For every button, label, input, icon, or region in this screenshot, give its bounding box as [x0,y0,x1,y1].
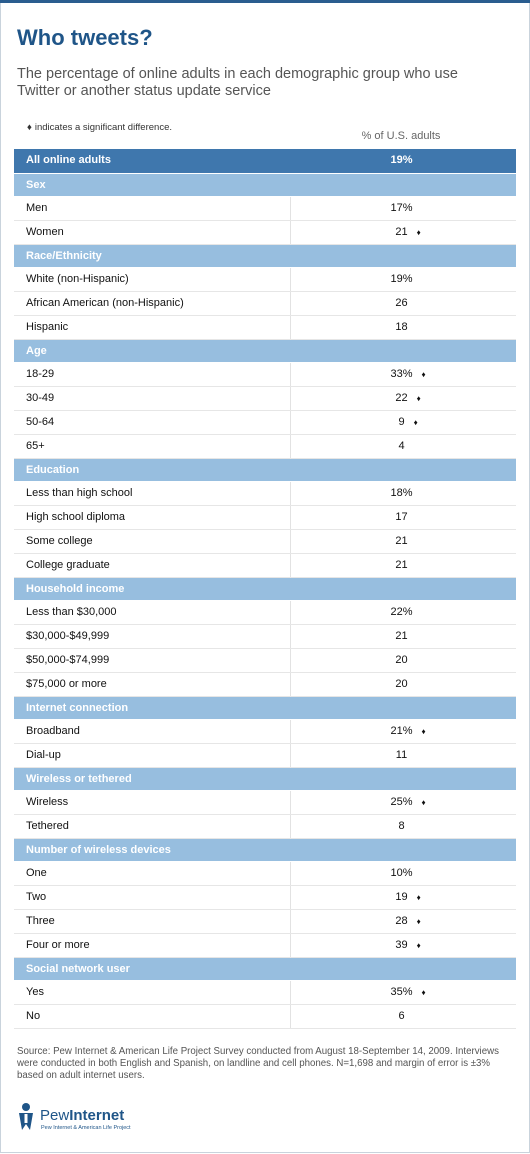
section-title: Number of wireless devices [26,844,171,856]
significance-diamond-icon: ♦ [416,941,421,950]
diamond-icon: ♦ [27,122,32,133]
row-value-cell [291,559,512,571]
table-row [14,791,516,815]
row-value: 4 [398,440,405,452]
table-row [14,601,516,625]
section-title: Education [26,464,80,476]
table-row [14,554,516,578]
table-row [14,862,516,886]
row-label: $50,000-$74,999 [26,654,110,666]
row-value: 18 [395,321,408,333]
row-value: 6 [398,1010,405,1022]
demographics-table [14,149,516,1029]
row-value-cell [291,535,512,547]
row-value: 21 [395,535,408,547]
page-subtitle: The percentage of online adults in each demographic group who use Twitter or another status update service [17,66,458,99]
row-value: 25% ♦ [390,796,426,808]
row-value: 21 [395,630,408,642]
row-value: 21 ♦ [395,226,421,238]
logo-wordmark: PewInternet [40,1107,125,1124]
row-value-cell [291,416,512,428]
table-row [14,506,516,530]
row-label: High school diploma [26,511,126,523]
row-label: 18-29 [26,368,55,380]
significance-diamond-icon: ♦ [416,893,421,902]
pew-logo-icon [16,1102,36,1132]
row-value-cell [291,986,512,998]
table-row [14,363,516,387]
total-row-label: All online adults [26,154,111,166]
row-value-cell [291,297,512,309]
row-label: Women [26,226,64,238]
row-value: 28 ♦ [395,915,421,927]
table-row [14,720,516,744]
significance-diamond-icon: ♦ [416,917,421,926]
row-value: 17% [390,202,413,214]
row-value: 33% ♦ [390,368,426,380]
section-title: Age [26,345,47,357]
row-value-cell [291,606,512,618]
section-header [14,578,516,600]
row-value: 20 [395,678,408,690]
significance-note-text: indicates a significant difference. [34,122,172,133]
row-label: Hispanic [26,321,69,333]
row-label: 65+ [26,440,45,452]
table-row [14,197,516,221]
significance-diamond-icon: ♦ [421,988,426,997]
table-row [14,934,516,958]
row-label: Less than $30,000 [26,606,117,618]
row-value: 22% [390,606,413,618]
row-value: 11 [395,749,408,761]
section-header [14,245,516,267]
table-row [14,435,516,459]
table-row [14,744,516,768]
row-value: 21 [395,559,408,571]
row-value-cell [291,654,512,666]
total-row [14,149,516,173]
significance-diamond-icon: ♦ [416,394,421,403]
table-row [14,387,516,411]
row-value: 39 ♦ [395,939,421,951]
row-value: 17 [395,511,408,523]
row-label: Tethered [26,820,69,832]
row-value-cell [291,511,512,523]
row-value-cell [291,368,512,380]
row-label: Wireless [26,796,69,808]
table-row [14,886,516,910]
source-note: Source: Pew Internet & American Life Project Survey conducted from August 18-September 14, 2009. Interviews were conducted in both English and Spanish, on landline and cell phones. N=1,698 and margin of error is ±3% based on adult internet users. [17,1046,499,1081]
row-value: 19% [390,273,413,285]
row-value-cell [291,867,512,879]
row-value-cell [291,820,512,832]
section-title: Wireless or tethered [26,773,132,785]
table-row [14,411,516,435]
table-row [14,981,516,1005]
row-value-cell [291,678,512,690]
row-value-cell [291,392,512,404]
row-value-cell [291,321,512,333]
row-label: Dial-up [26,749,61,761]
table-row [14,268,516,292]
row-label: Less than high school [26,487,133,499]
section-title: Sex [26,179,46,191]
section-header [14,768,516,790]
row-label: Men [26,202,48,214]
row-label: White (non-Hispanic) [26,273,129,285]
table-row [14,221,516,245]
row-value-cell [291,891,512,903]
row-value: 18% [390,487,413,499]
table-row [14,530,516,554]
row-value-cell [291,440,512,452]
row-value-cell [291,273,512,285]
total-row-value: 19% [390,154,413,166]
table-row [14,910,516,934]
row-value: 10% [390,867,413,879]
row-label: One [26,867,47,879]
row-label: Broadband [26,725,80,737]
significance-diamond-icon: ♦ [413,418,418,427]
row-value-cell [291,725,512,737]
section-title: Household income [26,583,125,595]
row-label: African American (non-Hispanic) [26,297,184,309]
table-row [14,316,516,340]
row-value: 22 ♦ [395,392,421,404]
significance-diamond-icon: ♦ [421,370,426,379]
row-value: 8 [398,820,405,832]
significance-diamond-icon: ♦ [416,228,421,237]
section-title: Social network user [26,963,130,975]
row-value: 26 [395,297,408,309]
table-row [14,1005,516,1029]
row-label: $30,000-$49,999 [26,630,110,642]
row-value: 35% ♦ [390,986,426,998]
row-value-cell [291,749,512,761]
row-label: Three [26,915,55,927]
table-row [14,815,516,839]
column-header: % of U.S. adults [361,130,441,142]
row-value-cell [291,915,512,927]
row-value: 19 ♦ [395,891,421,903]
table-row [14,625,516,649]
row-value-cell [291,630,512,642]
page-title: Who tweets? [17,25,153,50]
significance-diamond-icon: ♦ [421,798,426,807]
section-header [14,958,516,980]
section-title: Race/Ethnicity [26,250,102,262]
section-title: Internet connection [26,702,129,714]
section-header [14,839,516,861]
section-header [14,340,516,362]
row-label: College graduate [26,559,110,571]
row-label: Four or more [26,939,90,951]
table-row [14,649,516,673]
section-header [14,174,516,196]
row-value-cell [291,202,512,214]
section-header [14,459,516,481]
significance-diamond-icon: ♦ [421,727,426,736]
table-row [14,292,516,316]
logo-subtitle: Pew Internet & American Life Project [41,1125,131,1131]
section-header [14,697,516,719]
row-value-cell [291,226,512,238]
row-label: Two [26,891,47,903]
row-value: 20 [395,654,408,666]
row-label: No [26,1010,41,1022]
row-value-cell [291,487,512,499]
row-label: $75,000 or more [26,678,107,690]
row-label: Yes [26,986,44,998]
row-label: 50-64 [26,416,55,428]
row-value-cell [291,1010,512,1022]
significance-note [27,122,172,133]
table-row [14,482,516,506]
pew-internet-logo [16,1099,216,1135]
table-row [14,673,516,697]
row-value-cell [291,939,512,951]
row-label: 30-49 [26,392,55,404]
row-value: 9 ♦ [398,416,418,428]
row-value-cell [291,796,512,808]
row-label: Some college [26,535,93,547]
row-value: 21% ♦ [390,725,426,737]
